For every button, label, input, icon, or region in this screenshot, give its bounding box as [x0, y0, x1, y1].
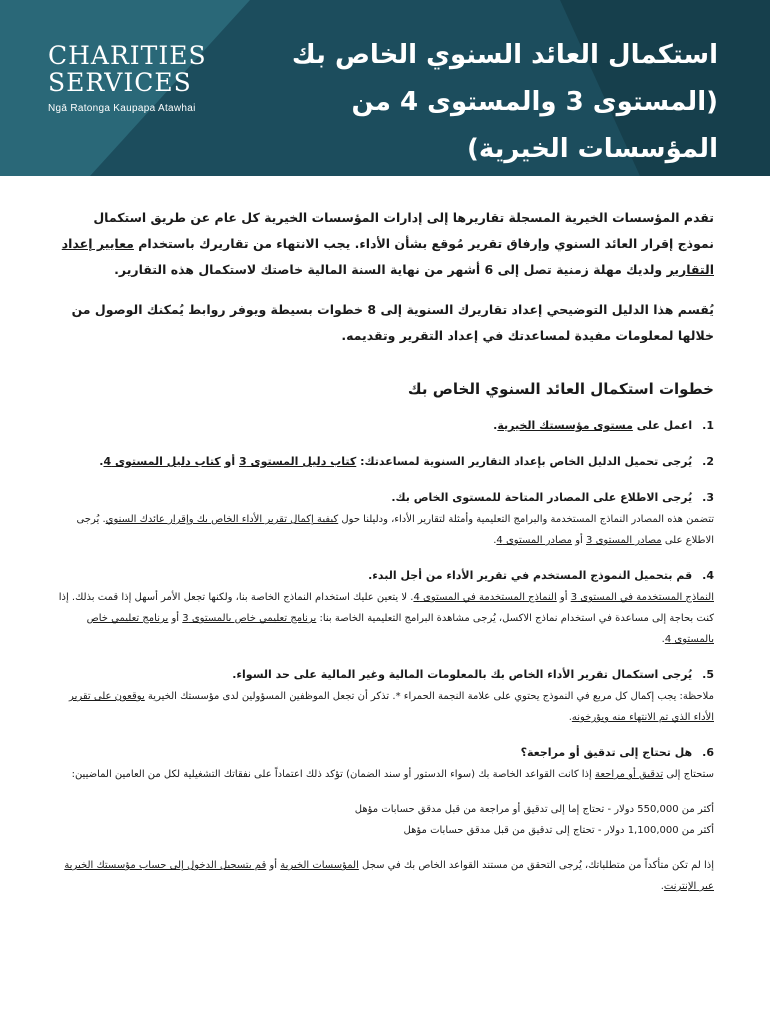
- document-body: [56, 205, 714, 897]
- step-3: [56, 487, 714, 551]
- step-text: . يُرجى الاطلاع على: [76, 514, 714, 546]
- tier-4-resources-link[interactable]: مصادر المستوى 4: [496, 535, 573, 546]
- step-6-heading: [56, 742, 714, 764]
- charity-tier-link[interactable]: مستوى مؤسستك الخيرية: [497, 419, 633, 432]
- tier-3-templates-link[interactable]: النماذج المستخدمة في المستوى 3: [570, 592, 714, 603]
- step-text: يُرجى استكمال تقرير الأداء الخاص بك بالمعلومات المالية وغير المالية على حد السواء.: [232, 668, 693, 681]
- step-text: أو: [572, 535, 587, 546]
- step-text: أو: [556, 592, 571, 603]
- step-4-body: [56, 587, 714, 650]
- title-line-1: استكمال العائد السنوي الخاص بك: [291, 40, 718, 70]
- reporting-standards-link[interactable]: معايير إعداد التقارير: [61, 236, 714, 277]
- step-text: إذا كانت القواعد الخاصة بك (سواء الدستور أو سند الضمان) تؤكد ذلك اعتماداً على نفقاتك التشغيلية لكل من العامين الماضيين:: [71, 769, 595, 780]
- step-text: يُرجى الاطلاع على المصادر المتاحة للمستوى الخاص بك.: [391, 491, 693, 504]
- step-text: .: [493, 419, 498, 432]
- step-text: يُرجى تحميل الدليل الخاص بإعداد التقارير السنوية لمساعدتك:: [356, 455, 693, 468]
- step-text: ستحتاج إلى: [663, 769, 714, 780]
- tier-3-tutorial-link[interactable]: برنامج تعليمي خاص بالمستوى 3: [182, 613, 317, 624]
- step-text: .: [660, 881, 664, 892]
- charities-register-link[interactable]: المؤسسات الخيرية: [280, 860, 359, 871]
- step-text: قم بتحميل النموذج المستخدم في تقرير الأداء من أجل البدء.: [368, 569, 693, 582]
- step-2: [56, 451, 714, 473]
- logo-line-1: CHARITIES: [48, 41, 207, 70]
- step-text: هل تحتاج إلى تدقيق أو مراجعة؟: [520, 746, 693, 759]
- intro-paragraph-1: [56, 205, 714, 283]
- audit-or-review-link[interactable]: تدقيق أو مراجعة: [594, 769, 664, 780]
- tier-4-guide-link[interactable]: كتاب دليل المستوى 4: [103, 455, 221, 468]
- step-number: 1.: [702, 419, 714, 432]
- step-5-heading: [56, 664, 714, 686]
- step-text: .: [493, 535, 497, 546]
- online-account-login-link[interactable]: قم بتسجيل الدخول إلى حساب مؤسستك الخيرية عبر الإنترنت: [64, 860, 714, 892]
- tier-3-guide-link[interactable]: كتاب دليل المستوى 3: [239, 455, 357, 468]
- step-text: تتضمن هذه المصادر النماذج المستخدمة والبرامج التعليمية وأمثلة لتقارير الأداء، ودليلنا حول: [338, 514, 714, 525]
- page-title: [238, 32, 718, 173]
- sign-and-date-link[interactable]: يوقعون على تقرير الأداء الذي تم الانتهاء منه ويؤرخونه: [69, 691, 714, 723]
- step-text: أو: [220, 455, 239, 468]
- step-text: إذا لم تكن متأكداً من متطلباتك، يُرجى التحقق من مستند القواعد الخاص بك في سجل: [358, 860, 714, 871]
- step-2-heading: [56, 451, 714, 473]
- step-4: [56, 565, 714, 650]
- step-4-heading: [56, 565, 714, 587]
- step-number: 5.: [702, 668, 714, 681]
- step-3-heading: [56, 487, 714, 509]
- step-text: ملاحظة: يجب إكمال كل مربع في النموذج يحتوي على علامة النجمة الحمراء *. تذكر أن تجعل الموظفين المسؤولين لدى مؤسستك الخيرية: [144, 691, 714, 702]
- step-number: 2.: [702, 455, 714, 468]
- header-banner: [0, 0, 770, 176]
- tier-4-templates-link[interactable]: النماذج المستخدمة في المستوى 4: [413, 592, 557, 603]
- step-number: 6.: [702, 746, 714, 759]
- step-text: أو: [266, 860, 281, 871]
- step-number: 4.: [702, 569, 714, 582]
- step-3-body: [56, 509, 714, 551]
- logo-subtitle: Ngā Ratonga Kaupapa Atawhai: [48, 103, 196, 114]
- intro-text: ولديك مهلة زمنية تصل إلى 6 أشهر من نهاية السنة المالية خاصتك لاستكمال هذه التقارير.: [114, 262, 667, 277]
- logo-line-2: SERVICES: [48, 68, 192, 97]
- step-5: [56, 664, 714, 728]
- tier-4-tutorial-link[interactable]: برنامج تعليمي خاص بالمستوى 4: [86, 613, 714, 645]
- tier-3-resources-link[interactable]: مصادر المستوى 3: [586, 535, 662, 546]
- title-line-2: (المستوى 3 والمستوى 4 من المؤسسات الخيرية): [351, 87, 718, 164]
- step-text: أو: [168, 613, 183, 624]
- step-text: .: [99, 455, 104, 468]
- step-6-body: [56, 764, 714, 785]
- step-5-body: [56, 686, 714, 728]
- intro-paragraph-2: يُقسم هذا الدليل التوضيحي إعداد تقاريرك السنوية إلى 8 خطوات بسيطة ويوفر روابط يُمكنك الوصول من خلالها لمعلومات مفيدة لمساعدتك في إعداد التقرير وتقديمه.: [71, 302, 714, 343]
- section-title: خطوات استكمال العائد السنوي الخاص بك: [407, 380, 714, 398]
- step-text: .: [661, 634, 665, 645]
- step-6-footer: [56, 855, 714, 897]
- step-1: [56, 415, 714, 437]
- step-text: .: [568, 712, 572, 723]
- step-text: اعمل على: [632, 419, 693, 432]
- threshold-line-1: أكثر من 550,000 دولار - تحتاج إما إلى تدقيق أو مراجعة من قبل مدقق حسابات مؤهل: [354, 804, 714, 815]
- intro-text: تقدم المؤسسات الخيرية المسجلة تقاريرها إلى إدارات المؤسسات الخيرية كل عام عن طريق استكمال نموذج إقرار العائد السنوي وإرفاق تقرير مُوقع بشأن الأداء. يجب الانتهاء من تقاريرك باستخدام: [93, 210, 714, 251]
- step-text: . لا يتعين عليك استخدام النماذج الخاصة بنا، ولكنها تجعل الأمر أسهل إذا قمت بذلك. إذا كنت بحاجة إلى مساعدة في استخدام نماذج الاكسل، يُرجى مشاهدة البرامج التعليمية الخاصة بنا:: [58, 592, 714, 624]
- performance-report-guide-link[interactable]: كيفية إكمال تقرير الأداء الخاص بك وإقرار عائدك السنوي: [105, 514, 339, 525]
- step-number: 3.: [702, 491, 714, 504]
- charities-services-logo[interactable]: [48, 42, 207, 114]
- step-6: [56, 742, 714, 897]
- step-1-heading: [56, 415, 714, 437]
- threshold-line-2: أكثر من 1,100,000 دولار - تحتاج إلى تدقيق من قبل مدقق حسابات مؤهل: [403, 825, 714, 836]
